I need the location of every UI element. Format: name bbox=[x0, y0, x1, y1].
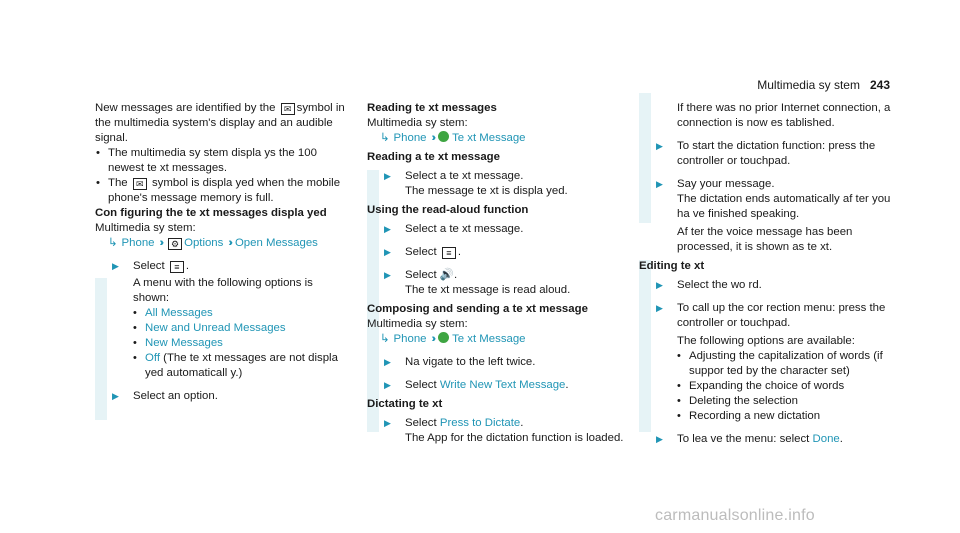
step: ▶ Select ≡ . bbox=[112, 260, 190, 272]
option-item: • New Messages bbox=[133, 337, 223, 349]
subsection-heading: Using the read-aloud function bbox=[367, 204, 529, 216]
subsection-heading: Reading a te xt message bbox=[367, 151, 500, 163]
step-detail: The te xt message is read aloud. bbox=[405, 284, 571, 296]
step-detail: The following options are available: bbox=[677, 335, 855, 347]
column-3 bbox=[639, 101, 896, 447]
step: ▶ Say your message. bbox=[656, 178, 775, 190]
message-bubble-icon bbox=[438, 332, 449, 343]
step-arrow-icon: ▶ bbox=[384, 357, 391, 367]
option-item: • New and Unread Messages bbox=[133, 322, 286, 334]
option-item: • Expanding the choice of words bbox=[677, 380, 845, 392]
step-arrow-icon: ▶ bbox=[656, 303, 663, 313]
read-aloud-icon: 🔊 bbox=[439, 269, 455, 281]
step-detail: If there was no prior Internet connection, a connection is now es tablished. bbox=[677, 102, 891, 129]
page-header bbox=[757, 78, 890, 93]
system-label: Multimedia sy stem: bbox=[367, 318, 468, 330]
menu-path bbox=[95, 236, 352, 251]
chevron-icon: ›› bbox=[159, 237, 162, 249]
step: ▶ Select ≡ . bbox=[384, 246, 462, 258]
step-arrow-icon: ▶ bbox=[384, 247, 391, 257]
page-number: 243 bbox=[869, 78, 890, 92]
menu-icon: ≡ bbox=[442, 247, 456, 259]
option-item: • Recording a new dictation bbox=[677, 410, 821, 422]
step-arrow-icon: ▶ bbox=[656, 179, 663, 189]
chevron-icon: ›› bbox=[431, 132, 434, 144]
column-1 bbox=[95, 101, 352, 404]
step: ▶ Select a te xt message. bbox=[384, 170, 524, 182]
step-arrow-icon: ▶ bbox=[384, 270, 391, 280]
step: ▶ Select a te xt message. bbox=[384, 223, 524, 235]
message-icon: ✉ bbox=[281, 103, 295, 115]
step: ▶ To start the dictation function: press the controller or touchpad. bbox=[656, 140, 876, 167]
step-arrow-icon: ▶ bbox=[656, 434, 663, 444]
subsection-heading: Editing te xt bbox=[639, 260, 705, 272]
step: ▶ Na vigate to the left twice. bbox=[384, 356, 536, 368]
step-detail: A menu with the following options is shown: bbox=[133, 277, 313, 304]
step: ▶ Select Write New Text Message. bbox=[384, 379, 569, 391]
section-heading: Reading te xt messages bbox=[367, 102, 497, 114]
list-item: • The multimedia sy stem displa ys the 100 newest te xt messages. bbox=[96, 147, 317, 174]
chevron-icon: ›› bbox=[431, 333, 434, 345]
step: ▶ Select Press to Dictate. bbox=[384, 417, 524, 429]
system-label: Multimedia sy stem: bbox=[95, 222, 196, 234]
chevron-icon: ›› bbox=[228, 237, 230, 249]
subsection-heading: Dictating te xt bbox=[367, 398, 443, 410]
step-arrow-icon: ▶ bbox=[656, 280, 663, 290]
step: ▶ To lea ve the menu: select Done. bbox=[656, 433, 843, 445]
step: ▶ Select 🔊. bbox=[384, 269, 458, 281]
step-arrow-icon: ▶ bbox=[112, 391, 119, 401]
gear-icon: ⚙ bbox=[168, 238, 182, 250]
path-arrow-icon: ↳ bbox=[108, 237, 118, 249]
step-detail: The App for the dictation function is loaded. bbox=[405, 432, 624, 444]
step-arrow-icon: ▶ bbox=[384, 418, 391, 428]
step-arrow-icon: ▶ bbox=[112, 261, 119, 271]
path-arrow-icon: ↳ bbox=[380, 333, 390, 345]
path-link[interactable]: Open Messages bbox=[234, 237, 318, 249]
step: ▶ Select the wo rd. bbox=[656, 279, 762, 291]
step-arrow-icon: ▶ bbox=[384, 171, 391, 181]
path-link[interactable]: Options bbox=[184, 237, 224, 249]
menu-path: ↳ Phone ›› Te xt Message bbox=[380, 333, 526, 345]
step-detail: The message te xt is displa yed. bbox=[405, 185, 568, 197]
option-item: • Off (The te xt messages are not displa yed automaticall y.) bbox=[133, 352, 338, 379]
step: ▶ To call up the cor rection menu: press the controller or touchpad. bbox=[656, 302, 886, 329]
subsection-heading: Composing and sending a te xt message bbox=[367, 303, 588, 315]
path-arrow-icon: ↳ bbox=[380, 132, 390, 144]
column-2 bbox=[367, 101, 624, 446]
intro-text: New messages are identified by the ✉ symbol in the multimedia system's display and an audible signal. bbox=[95, 102, 345, 144]
path-link[interactable]: Phone bbox=[121, 237, 155, 249]
memory-full-icon: ✉ bbox=[133, 178, 147, 190]
step-arrow-icon: ▶ bbox=[656, 141, 663, 151]
list-item: • The ✉ symbol is displa yed when the mobile phone's message memory is full. bbox=[96, 177, 341, 204]
step-detail: The dictation ends automatically af ter you ha ve finished speaking. bbox=[677, 193, 891, 220]
system-label: Multimedia sy stem: bbox=[367, 117, 468, 129]
option-item: • All Messages bbox=[133, 307, 213, 319]
section-title: Multimedia sy stem bbox=[757, 78, 860, 92]
watermark: carmanualsonline.info bbox=[655, 507, 815, 524]
option-item: • Adjusting the capitalization of words (if suppor ted by the character set) bbox=[677, 350, 883, 377]
message-bubble-icon bbox=[438, 131, 449, 142]
step-arrow-icon: ▶ bbox=[384, 224, 391, 234]
option-item: • Deleting the selection bbox=[677, 395, 798, 407]
step-detail: Af ter the voice message has been processed, it is shown as te xt. bbox=[677, 226, 853, 253]
step-arrow-icon: ▶ bbox=[384, 380, 391, 390]
step: ▶ Select an option. bbox=[112, 390, 218, 402]
menu-path: ↳ Phone ›› Te xt Message bbox=[380, 132, 526, 144]
section-heading: Con figuring the te xt messages displa yed bbox=[95, 207, 327, 219]
menu-icon: ≡ bbox=[170, 261, 184, 273]
